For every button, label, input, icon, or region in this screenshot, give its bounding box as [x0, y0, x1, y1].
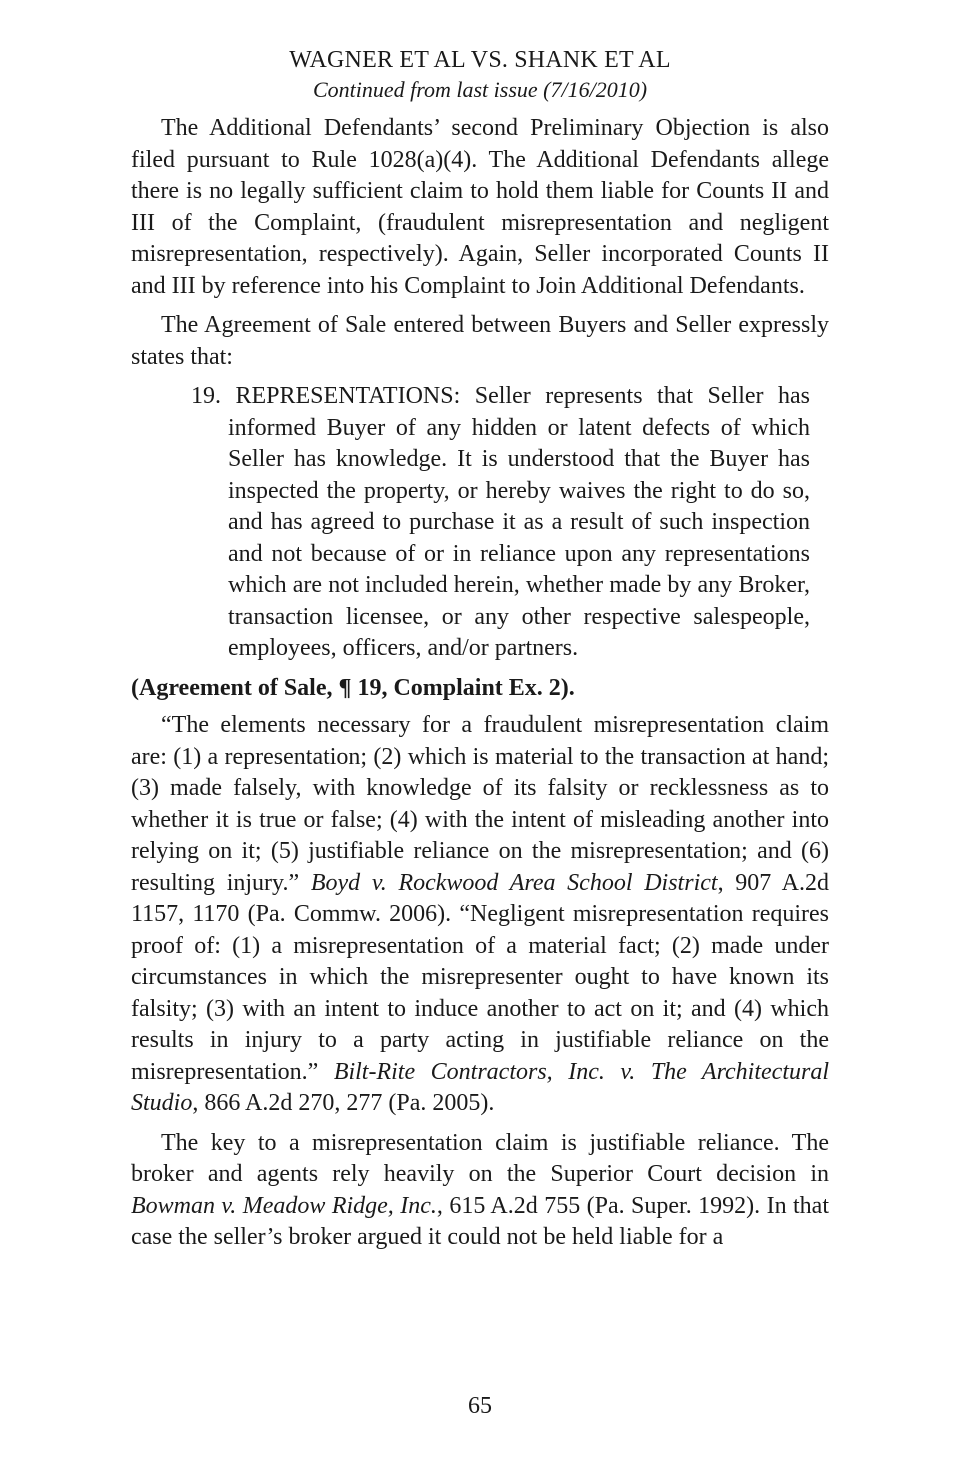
text-span: The key to a misrepresentation claim is justifiable reliance. The broker and agents rely heavily on the Superior Court decision in: [131, 1129, 829, 1187]
case-citation-bowman: Bowman v. Meadow Ridge, Inc.: [131, 1192, 437, 1219]
quote-citation: (Agreement of Sale, ¶ 19, Complaint Ex. 2).: [131, 674, 575, 701]
text-span: , 907 A.2d 1157, 1170 (Pa. Commw. 2006). “Negligent misrepresentation requires proof of: (1) a misrepresentation of a material fact; (2) made under circumstances in which the misrepresenter ought to have known its falsity; (3) with an intent to induce another to act on it; and (4) which results in injury to a party acting in justifiable reliance on the misrepresentation.”: [131, 869, 829, 1085]
case-title: WAGNER ET AL VS. SHANK ET AL: [289, 47, 671, 73]
quoted-clause-representations: 19. REPRESENTATIONS: Seller represents that Seller has informed Buyer of any hidden or latent defects of which Seller has knowledge. It is understood that the Buyer has inspected the property, or hereby waives the right to do so, and has agreed to purchase it as a result of such inspection and not because of or in reliance upon any representations which are not included herein, whether made by any Broker, transaction licensee, or any other respective salespeople, employees, officers, and/or partners.: [191, 383, 810, 661]
continued-note: Continued from last issue (7/16/2010): [312, 77, 648, 102]
paragraph-preliminary-objection: The Additional Defendants’ second Preliminary Objection is also filed pursuant to Rule 1028(a)(4). The Additional Defendants allege there is no legally sufficient claim to hold them liable for Counts II and III of the Complaint, (fraudulent misrepresentation and negligent misrepresentation, respectively). Again, Seller incorporated Counts II and III by reference into his Complaint to Join Additional Defendants.: [131, 115, 829, 299]
paragraph-agreement-intro: The Agreement of Sale entered between Buyers and Seller expressly states that:: [131, 312, 829, 370]
text-span: , 866 A.2d 270, 277 (Pa. 2005).: [192, 1090, 495, 1116]
paragraph-elements-of-claim: [131, 710, 829, 1120]
case-citation-boyd: Boyd v. Rockwood Area School District: [310, 869, 718, 896]
page-content: [131, 44, 829, 1262]
text-span: “The elements necessary for a fraudulent misrepresentation claim are: (1) a representation; (2) which is material to the transaction at hand; (3) made falsely, with knowledge of its falsity or recklessness as to whether it is true or false; (4) with the intent of misleading another into relying on it; (5) justifiable reliance on the misrepresentation; and (6) resulting injury.”: [131, 712, 829, 896]
page-number: 65: [468, 1393, 492, 1419]
case-citation-bilt-rite: Bilt-Rite Contractors, Inc. v. The Architectural Studio: [131, 1058, 830, 1116]
text-span: , 615 A.2d 755 (Pa. Super. 1992). In that case the seller’s broker argued it could not be held liable for a: [131, 1192, 829, 1250]
paragraph-justifiable-reliance: [131, 1128, 829, 1254]
